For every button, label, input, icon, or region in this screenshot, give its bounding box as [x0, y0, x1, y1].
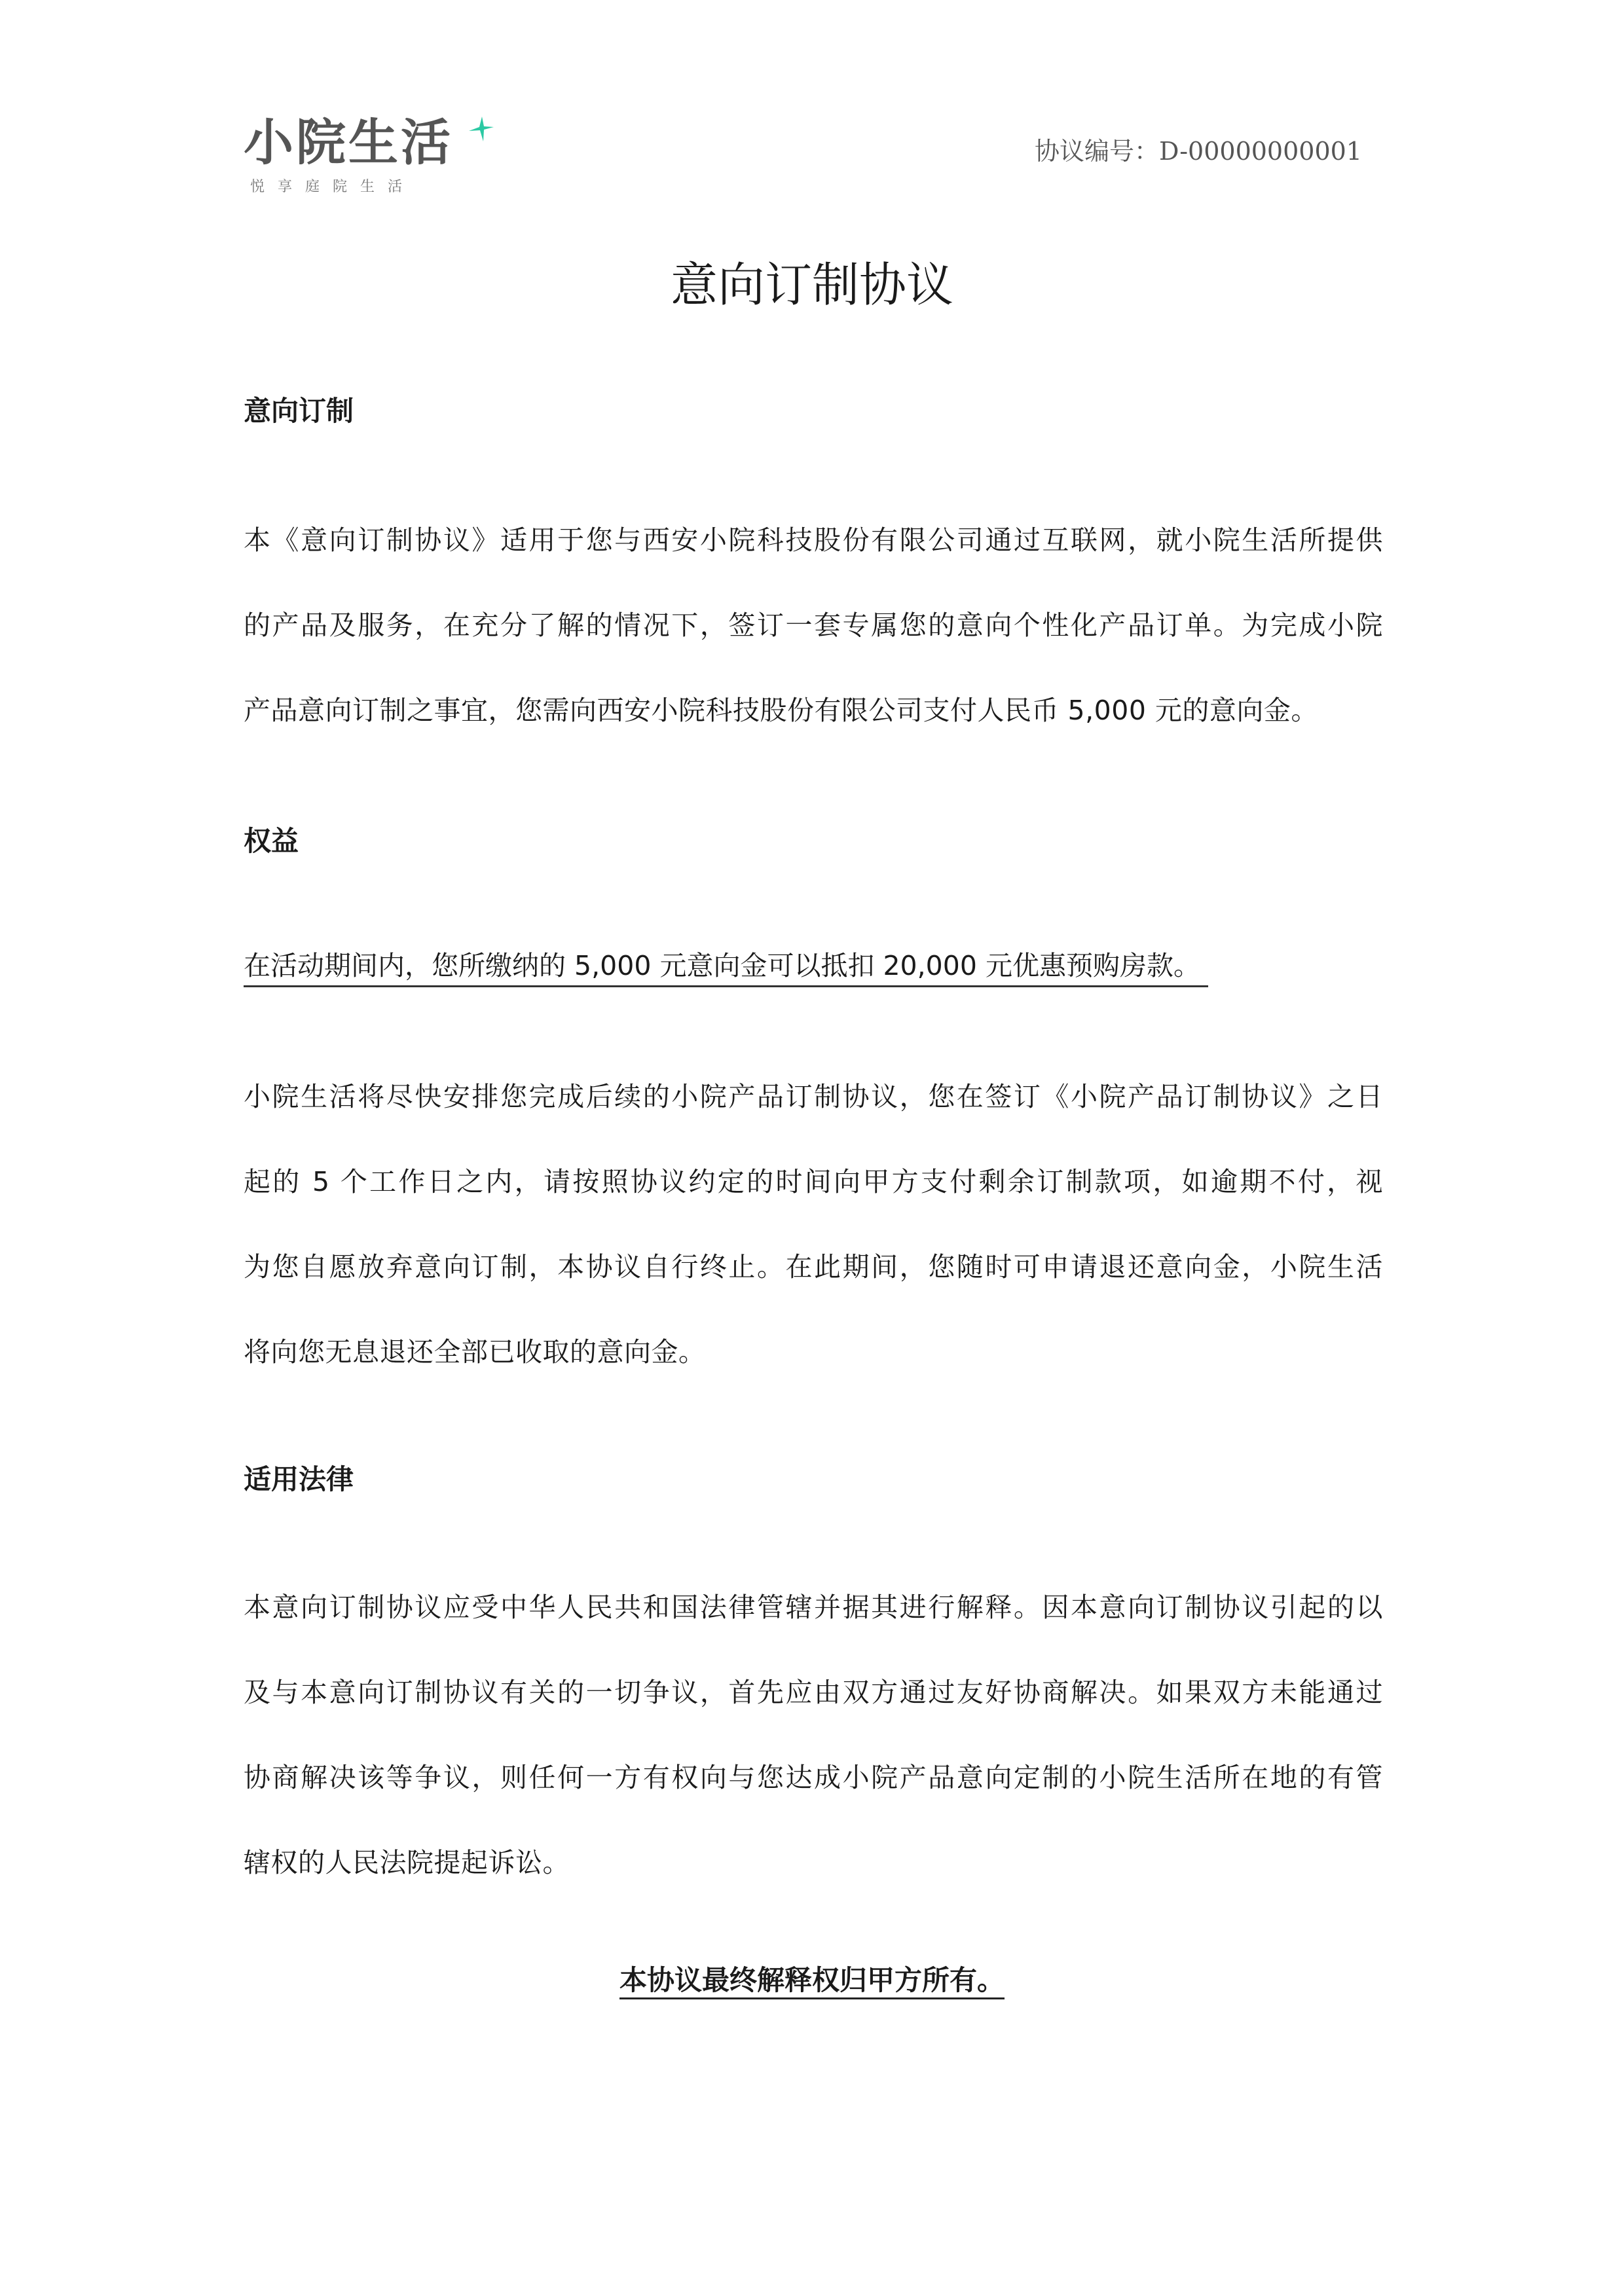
document-title: 意向订制协议: [670, 257, 953, 312]
section-heading-intent: 意向订制: [244, 395, 354, 427]
closing-statement: [0, 1961, 1624, 2000]
section-paragraph-law: [244, 1565, 1383, 1905]
paragraph-line: 协商解决该等争议，则任何一方有权向与您达成小院产品意向定制的小院生活所在地的有管: [244, 1762, 1383, 1793]
section-heading-law: 适用法律: [244, 1463, 354, 1495]
sparkle-icon: [466, 115, 495, 144]
paragraph-line: 本《意向订制协议》适用于您与西安小院科技股份有限公司通过互联网，就小院生活所提供: [244, 524, 1383, 556]
paragraph-line: 小院生活将尽快安排您完成后续的小院产品订制协议，您在签订《小院产品订制协议》之日: [244, 1081, 1383, 1112]
section-heading-rights: 权益: [244, 825, 299, 857]
paragraph-line: 本意向订制协议应受中华人民共和国法律管辖并据其进行解释。因本意向订制协议引起的以: [244, 1592, 1383, 1623]
logo-text: 小院生活: [244, 113, 453, 172]
paragraph-line: 的产品及服务，在充分了解的情况下，签订一套专属您的意向个性化产品订单。为完成小院: [244, 610, 1383, 641]
paragraph-line: 及与本意向订制协议有关的一切争议，首先应由双方通过友好协商解决。如果双方未能通过: [244, 1677, 1383, 1708]
agreement-number: 协议编号：D-00000000001: [1035, 137, 1362, 166]
section-paragraph-intent: [244, 498, 1383, 753]
rights-highlight: 在活动期间内，您所缴纳的 5,000 元意向金可以抵扣 20,000 元优惠预购房款。: [244, 946, 1208, 987]
company-logo: [244, 110, 519, 202]
paragraph-line: 起的 5 个工作日之内，请按照协议约定的时间向甲方支付剩余订制款项，如逾期不付，视: [244, 1166, 1383, 1197]
paragraph-line: 产品意向订制之事宜，您需向西安小院科技股份有限公司支付人民币 5,000 元的意向金。: [244, 695, 1318, 726]
paragraph-line: 辖权的人民法院提起诉讼。: [244, 1847, 570, 1878]
closing-text: 本协议最终解释权归甲方所有。: [619, 1964, 1005, 1999]
paragraph-line: 为您自愿放弃意向订制，本协议自行终止。在此期间，您随时可申请退还意向金，小院生活: [244, 1251, 1383, 1283]
logo-subtitle: 悦享庭院生活: [250, 179, 416, 195]
paragraph-line: 将向您无息退还全部已收取的意向金。: [244, 1336, 706, 1368]
section-paragraph-rights: [244, 1054, 1383, 1394]
